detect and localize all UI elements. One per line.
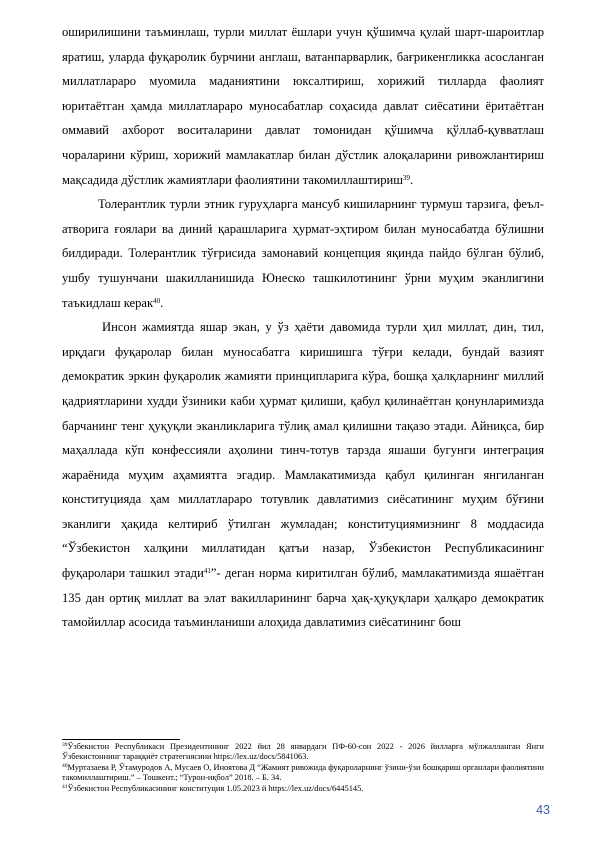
paragraph-tail: ”- деган норма киритилган бўлиб, мамлакатимизда яшаётган 135 дан ортиқ миллат ва элат вакилларининг барча ҳақ-ҳуқуқлари ҳалқаро демократик тамойиллар асосида таъминланиши алоҳида давлатимиз сиёсатининг бош <box>62 566 545 630</box>
paragraph-2 <box>62 192 544 315</box>
footnotes <box>62 742 544 794</box>
footnote-text: Муртазаева Р, Ўтамуродов А, Мусаев О, Иноятова Д “Жамият ривожида фуқароларнинг ўзини-ўзи бошқариш органлари фаолиятини такомиллаштириш.” – Тошкент.; “Турон-иқбол” 2018. – Б. 34. <box>62 762 544 783</box>
footnote-item <box>62 763 544 784</box>
footnote-ref[interactable]: 39 <box>402 173 410 182</box>
paragraph-1 <box>62 20 544 192</box>
footnote-ref[interactable]: 41 <box>203 567 211 576</box>
footnote-number: 41 <box>62 783 68 790</box>
footnote-number: 39 <box>62 742 68 748</box>
footnote-number: 40 <box>62 762 68 769</box>
paragraph-text: оширилишини таъминлаш, турли миллат ёшлари учун қўшимча қулай шарт-шароитлар яратиш, уларда фуқаролик бурчини англаш, ватанпарварлик, бағрикенгликка асосланган миллатлараро муомила маданиятини юксалтириш, хорижий тилларда фаолият юритаётган ҳамда миллатлараро муносабатлар соҳасида давлат сиёсатини ёритаётган оммавий ахборот воситаларини давлат томонидан қўшимча қўллаб-қувватлаш чораларини кўриш, хорижий мамлакатлар билан дўстлик алоқаларини ривожлантириш мақсадида дўстлик жамиятлари фаолиятини такомиллаштириш <box>62 25 544 187</box>
footnote-text: Ўзбекистон Республикаси Президентининг 2022 йил 28 январдаги ПФ-60-сон 2022 - 2026 йилларга мўлжалланган Янги Ўзбекистоннинг тараққиёт стратегиясини https://lex.uz/docs/5841063. <box>62 742 544 762</box>
footnote-ref[interactable]: 40 <box>153 296 161 305</box>
paragraph-tail: . <box>409 172 414 187</box>
footnote-item <box>62 742 544 763</box>
main-text <box>62 20 544 635</box>
footnote-text: Ўзбекистон Республикасининг конституция 1.05.2023 й https://lex.uz/docs/6445145. <box>67 783 364 793</box>
footnote-divider <box>62 739 180 740</box>
page-number: 43 <box>536 803 550 817</box>
footnote-item <box>62 784 544 794</box>
paragraph-tail: . <box>160 295 164 310</box>
paragraph-text: Инсон жамиятда яшар экан, у ўз ҳаёти давомида турли ҳил миллат, дин, тил, ирқдаги фуқаролар билан муносабатга киришишга тўғри келади, бундай вазият демократик эркин фуқаролик жамияти принципларига кўра, бошқа ҳалқларнинг миллий қадриятларини худди ўзиники каби ҳурмат қилиши, қабул қилинаётган қонунларимизда барчанинг тенг ҳуқуқли эканликларига тўлиқ амал қилишни тақазо этади. Айниқса, бир маҳаллада кўп конфессияли аҳолини тинч-тотув тарзда яшаши бугунги интеграция жараёнида муҳим аҳамиятга эгадир. Мамлакатимизда қабул қилинган янгиланган конституцияда ҳам миллатлараро тотувлик давлатимиз сиёсатининг муҳим бўғини эканлиги ҳақида келтириб ўтилган жумладан; конституциямизнинг 8 моддасида “Ўзбекистон халқини миллатидан қатъи назар, Ўзбекистон Республикасининг фуқаролари ташкил этади <box>62 320 544 581</box>
paragraph-text: Толерантлик турли этник гуруҳларга мансуб кишиларнинг турмуш тарзига, феъл-атворига ғоялари ва диний қарашларига ҳурмат-эҳтиром билан муносабатда бўлишни билдиради. Толерантлик тўғрисида замонавий концепция яқинда пайдо бўлган бўлиб, ушбу тушунчани шакилланишида Юнеско ташкилотининг ўрни муҳим эканлигини таъкидлаш керак <box>62 197 544 310</box>
paragraph-3 <box>62 315 544 635</box>
